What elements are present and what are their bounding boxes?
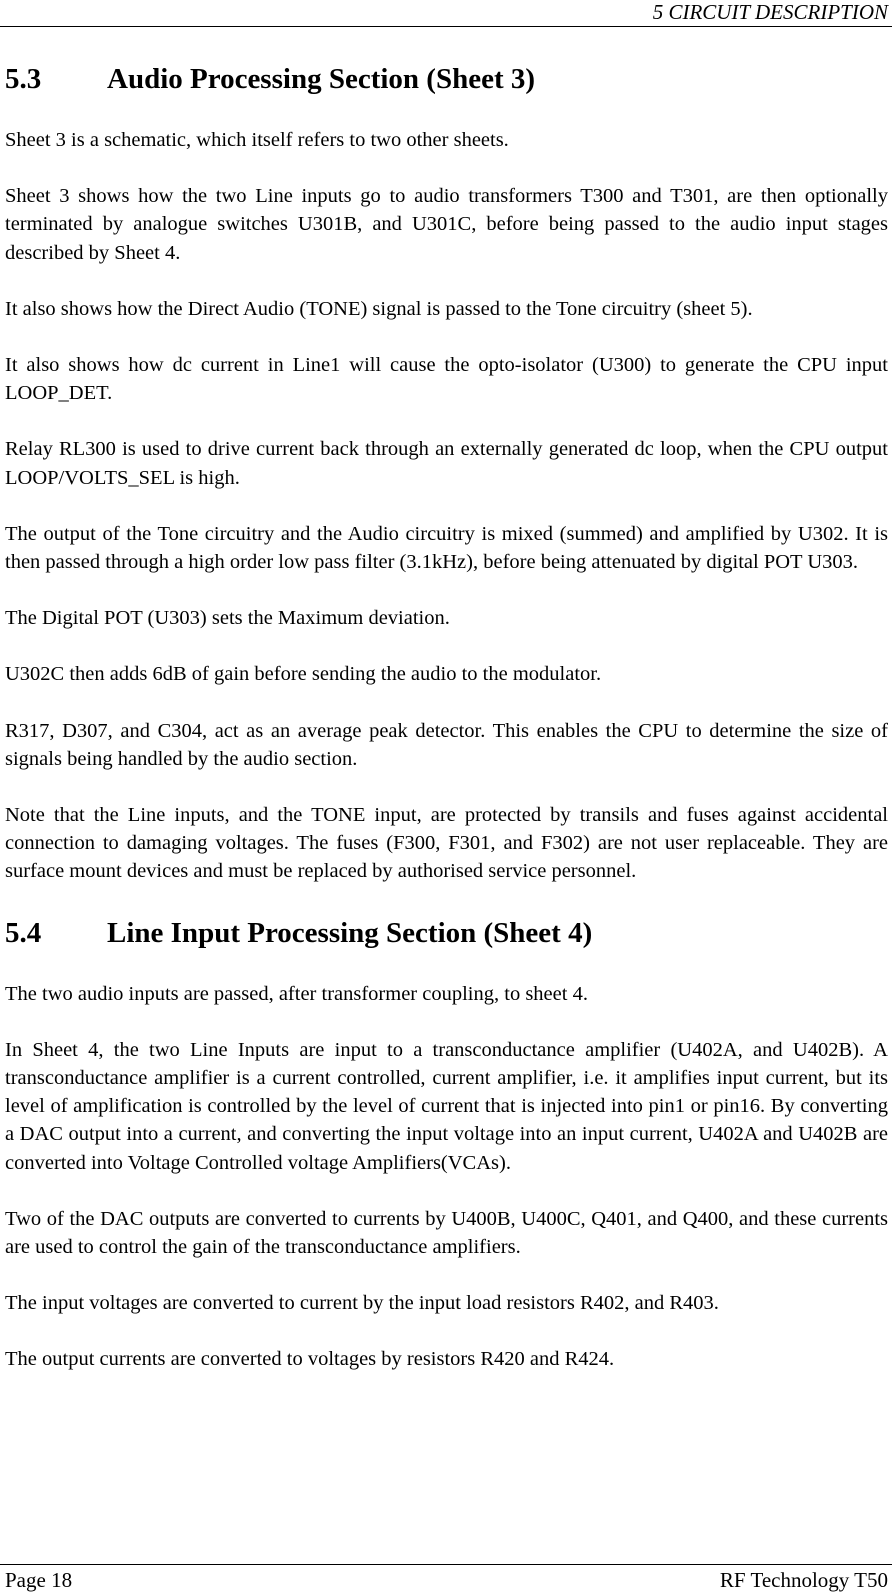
paragraph: Note that the Line inputs, and the TONE input, are protected by transils and fuses against accidental connection to damaging voltages. The fuses (F300, F301, and F302) are not user replaceable. They are surface mount devices and must be replaced by authorised service personnel.: [5, 804, 888, 883]
page-number: Page 18: [5, 1568, 73, 1592]
footer-rule: [0, 1564, 892, 1565]
paragraph: U302C then adds 6dB of gain before sending the audio to the modulator.: [5, 663, 602, 686]
paragraph: The two audio inputs are passed, after transformer coupling, to sheet 4.: [5, 982, 588, 1005]
paragraph: Sheet 3 shows how the two Line inputs go to audio transformers T300 and T301, are then optionally terminated by analogue switches U301B, and U301C, before being passed to the audio input stages described by Sheet 4.: [5, 185, 888, 264]
paragraph: Relay RL300 is used to drive current back through an externally generated dc loop, when the CPU output LOOP/VOLTS_SEL is high.: [5, 438, 888, 489]
paragraph: Two of the DAC outputs are converted to currents by U400B, U400C, Q401, and Q400, and these currents are used to control the gain of the transconductance amplifiers.: [5, 1207, 888, 1259]
section-number: 5.3: [5, 63, 42, 95]
paragraph: R317, D307, and C304, act as an average peak detector. This enables the CPU to determine the size of signals being handled by the audio section.: [5, 719, 888, 770]
product-name: RF Technology T50: [719, 1568, 888, 1592]
running-header: 5 CIRCUIT DESCRIPTION: [652, 0, 888, 24]
section-number: 5.4: [5, 916, 42, 949]
paragraph: The output of the Tone circuitry and the Audio circuitry is mixed (summed) and amplified by U302. It is then passed through a high order low pass filter (3.1kHz), before being attenuated by digital POT U303.: [5, 522, 888, 574]
page-body: [5, 54, 888, 1374]
paragraph: The Digital POT (U303) sets the Maximum deviation.: [5, 607, 450, 630]
section-title: Audio Processing Section (Sheet 3): [107, 63, 536, 95]
section-title: Line Input Processing Section (Sheet 4): [107, 916, 593, 949]
paragraph: The input voltages are converted to current by the input load resistors R402, and R403.: [5, 1292, 719, 1315]
paragraph: In Sheet 4, the two Line Inputs are input to a transconductance amplifier (U402A, and U402B). A transconductance amplifier is a current controlled, current amplifier, i.e. it amplifies input current, but its level of amplification is controlled by the level of current that is injected into pin1 or pin16. By converting a DAC output into a current, and converting the input voltage into an input current, U402A and U402B are converted into Voltage Controlled voltage Amplifiers(VCAs).: [5, 1038, 888, 1174]
paragraph: It also shows how dc current in Line1 will cause the opto-isolator (U300) to generate the CPU input LOOP_DET.: [5, 354, 888, 405]
paragraph: It also shows how the Direct Audio (TONE) signal is passed to the Tone circuitry (sheet 5).: [5, 297, 753, 320]
paragraph: The output currents are converted to voltages by resistors R420 and R424.: [5, 1348, 615, 1371]
paragraph: Sheet 3 is a schematic, which itself refers to two other sheets.: [5, 129, 509, 151]
header-rule: [0, 26, 892, 27]
section-heading-5-3: [5, 54, 888, 104]
section-heading-5-4: [5, 908, 888, 958]
